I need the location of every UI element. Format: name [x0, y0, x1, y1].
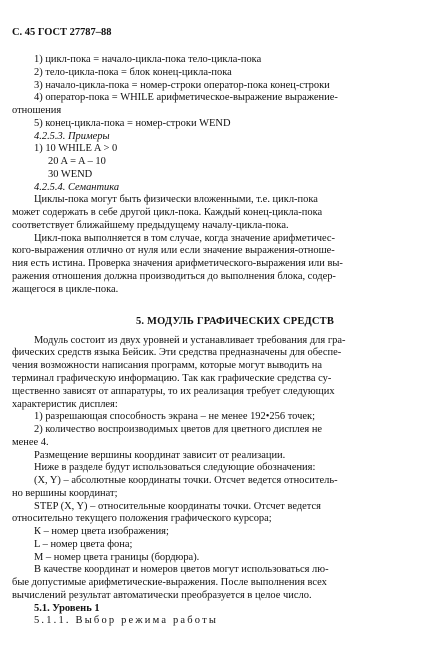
requirement-2-l2: менее 4. [12, 437, 49, 448]
semantics-p2-l5: жащегося в цикле-пока. [12, 284, 119, 295]
semantics-heading: 4.2.5.4. Семантика [34, 182, 120, 193]
examples-heading: 4.2.5.3. Примеры [34, 131, 110, 142]
intro-l4: терминал графическую информацию. Так как графические средства су- [12, 373, 332, 384]
notation-xy-l1: (X, Y) – абсолютные координаты точки. Отсчет ведется относитель- [34, 475, 338, 486]
semantics-p1-l3: соответствует ближайшему предыдущему началу-цикла-пока. [12, 220, 289, 231]
final-l2: бые допустимые арифметические-выражения. После выполнения всех [12, 577, 327, 588]
intro-l3: чения возможности написания программ, которые могут выводить на [12, 360, 323, 371]
placement-text: Размещение вершины координат зависит от реализации. [34, 450, 286, 461]
intro-l2: фических средств языка Бейсик. Эти средства предназначены для обеспе- [12, 347, 342, 358]
syntax-rule-4: 4) оператор-пока = WHILE арифметическое-выражение выражение- [34, 92, 338, 103]
syntax-rule-4-cont: отношения [12, 105, 62, 116]
syntax-rule-1: 1) цикл-пока = начало-цикла-пока тело-цикла-пока [34, 54, 262, 65]
semantics-p2-l4: ражения отношения должна производиться до выполнения блока, содер- [12, 271, 336, 282]
mode-heading: 5.1.1. Выбор режима работы [34, 615, 219, 626]
intro-l1: Модуль состоит из двух уровней и устанавливает требования для гра- [34, 335, 346, 346]
syntax-rule-5: 5) конец-цикла-пока = номер-строки WEND [34, 118, 231, 129]
semantics-p1-l2: может содержать в себе другой цикл-пока. Каждый конец-цикла-пока [12, 207, 323, 218]
semantics-p2-l1: Цикл-пока выполняется в том случае, когда значение арифметичес- [34, 233, 335, 244]
example-line-2: 20 A = A – 10 [48, 156, 106, 167]
notation-k: К – номер цвета изображения; [34, 526, 169, 537]
notation-m: М – номер цвета границы (бордюра). [34, 552, 200, 563]
notation-l: L – номер цвета фона; [34, 539, 133, 550]
page-header: С. 45 ГОСТ 27787–88 [12, 27, 112, 38]
section-5-title: 5. МОДУЛЬ ГРАФИЧЕСКИХ СРЕДСТВ [136, 316, 335, 327]
intro-l6: характеристик дисплея: [12, 399, 118, 410]
example-line-1: 1) 10 WHILE A > 0 [34, 143, 118, 154]
final-l3: вычислений результат автоматически преобразуется в целое число. [12, 590, 312, 601]
semantics-p2-l3: ния есть истина. Проверка значения арифметического-выражения или вы- [12, 258, 343, 269]
level-1-heading: 5.1. Уровень 1 [34, 603, 100, 614]
syntax-rule-3: 3) начало-цикла-пока = номер-строки оператор-пока конец-строки [34, 80, 330, 91]
semantics-p2-l2: кого-выражения отлично от нуля или если значение выражения-отноше- [12, 245, 335, 256]
notation-step-l1: STEP (X, Y) – относительные координаты точки. Отсчет ведется [34, 501, 321, 512]
final-l1: В качестве координат и номеров цветов могут использоваться лю- [34, 564, 329, 575]
notation-step-l2: относительно текущего положения графического курсора; [12, 513, 272, 524]
semantics-p1-l1: Циклы-пока могут быть физически вложенными, т.е. цикл-пока [34, 194, 318, 205]
notation-intro: Ниже в разделе будут использоваться следующие обозначения: [34, 462, 316, 473]
syntax-rule-2: 2) тело-цикла-пока = блок конец-цикла-пока [34, 67, 232, 78]
requirement-2-l1: 2) количество воспроизводимых цветов для цветного дисплея не [34, 424, 323, 435]
requirement-1: 1) разрешающая способность экрана – не менее 192•256 точек; [34, 411, 315, 422]
example-line-3: 30 WEND [48, 169, 93, 180]
notation-xy-l2: но вершины координат; [12, 488, 118, 499]
intro-l5: щественно зависят от аппаратуры, то их реализация требует следующих [12, 386, 335, 397]
